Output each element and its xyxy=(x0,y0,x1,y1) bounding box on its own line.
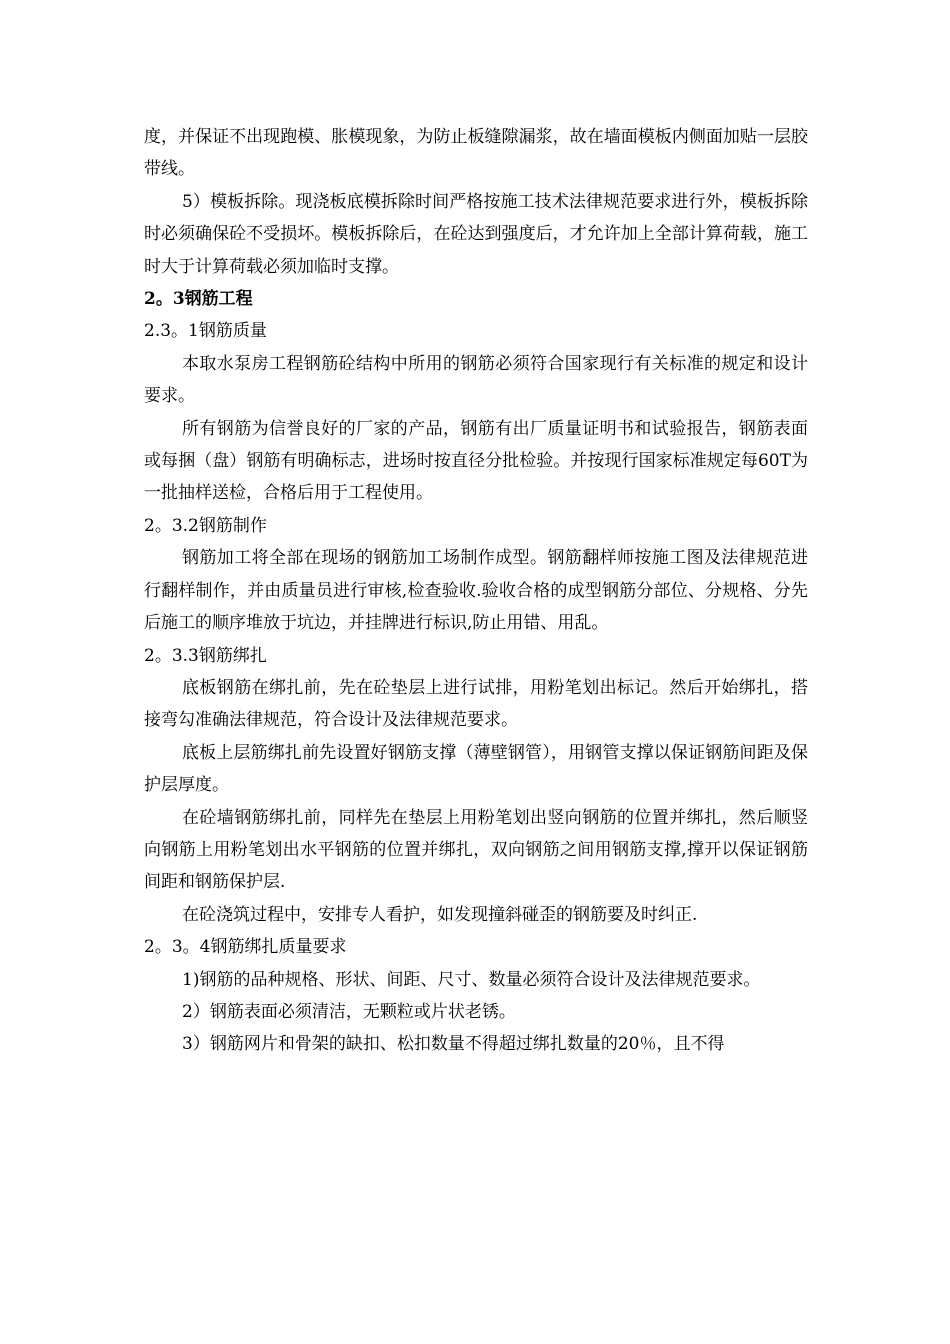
list-item-requirement-2: 2）钢筋表面必须清洁，无颗粒或片状老锈。 xyxy=(182,1001,516,1022)
paragraph-upper-rebar-support: 底板上层筋绑扎前先设置好钢筋支撑（薄壁钢管），用钢管支撑以保证钢筋间距及保护层厚度。 xyxy=(144,742,808,796)
paragraph-pour-monitoring: 在砼浇筑过程中，安排专人看护，如发现撞斜碰歪的钢筋要及时纠正. xyxy=(182,904,698,925)
list-item-requirement-1: 1)钢筋的品种规格、形状、间距、尺寸、数量必须符合设计及法律规范要求。 xyxy=(182,969,761,990)
subsection-heading-rebar-quality: 2.3。1钢筋质量 xyxy=(144,321,267,342)
list-item-requirement-3: 3）钢筋网片和骨架的缺扣、松扣数量不得超过绑扎数量的20％，且不得 xyxy=(182,1034,725,1055)
subsection-heading-rebar-tying: 2。3.3钢筋绑扎 xyxy=(144,645,267,666)
paragraph-wall-rebar-tying: 在砼墙钢筋绑扎前，同样先在垫层上用粉笔划出竖向钢筋的位置并绑扎，然后顺竖向钢筋上用粉笔划出水平钢筋的位置并绑扎，双向钢筋之间用钢筋支撑,撑开以保证钢筋间距和钢筋保护层. xyxy=(144,807,808,893)
paragraph-rebar-processing: 钢筋加工将全部在现场的钢筋加工场制作成型。钢筋翻样师按施工图及法律规范进行翻样制作，并由质量员进行审核,检查验收.验收合格的成型钢筋分部位、分规格、分先后施工的顺序堆放于坑边，并挂牌进行标识,防止用错、用乱。 xyxy=(144,548,808,634)
paragraph-rebar-standards: 本取水泵房工程钢筋砼结构中所用的钢筋必须符合国家现行有关标准的规定和设计要求。 xyxy=(144,353,808,407)
subsection-heading-rebar-fabrication: 2。3.2钢筋制作 xyxy=(144,515,267,536)
paragraph-formwork-removal: 5）模板拆除。现浇板底模拆除时间严格按施工技术法律规范要求进行外，模板拆除时必须确保砼不受损坏。模板拆除后，在砼达到强度后，才允许加上全部计算荷载，施工时大于计算荷载必须加临时支撑。 xyxy=(144,191,808,277)
paragraph-rebar-supplier: 所有钢筋为信誉良好的厂家的产品，钢筋有出厂质量证明书和试验报告，钢筋表面或每捆（盘）钢筋有明确标志，进场时按直径分批检验。并按现行国家标准规定每60T为一批抽样送检，合格后用于工程使用。 xyxy=(144,418,808,504)
subsection-heading-tying-quality: 2。3。4钢筋绑扎质量要求 xyxy=(144,937,347,958)
document-body xyxy=(144,121,808,1061)
paragraph-formwork-continued: 度，并保证不出现跑模、胀模现象，为防止板缝隙漏浆，故在墙面模板内侧面加贴一层胶带线。 xyxy=(144,127,808,180)
paragraph-base-rebar-tying: 底板钢筋在绑扎前，先在砼垫层上进行试排，用粉笔划出标记。然后开始绑扎，搭接弯勾准确法律规范，符合设计及法律规范要求。 xyxy=(144,677,808,731)
section-heading-rebar-engineering: 2。3钢筋工程 xyxy=(144,289,253,310)
